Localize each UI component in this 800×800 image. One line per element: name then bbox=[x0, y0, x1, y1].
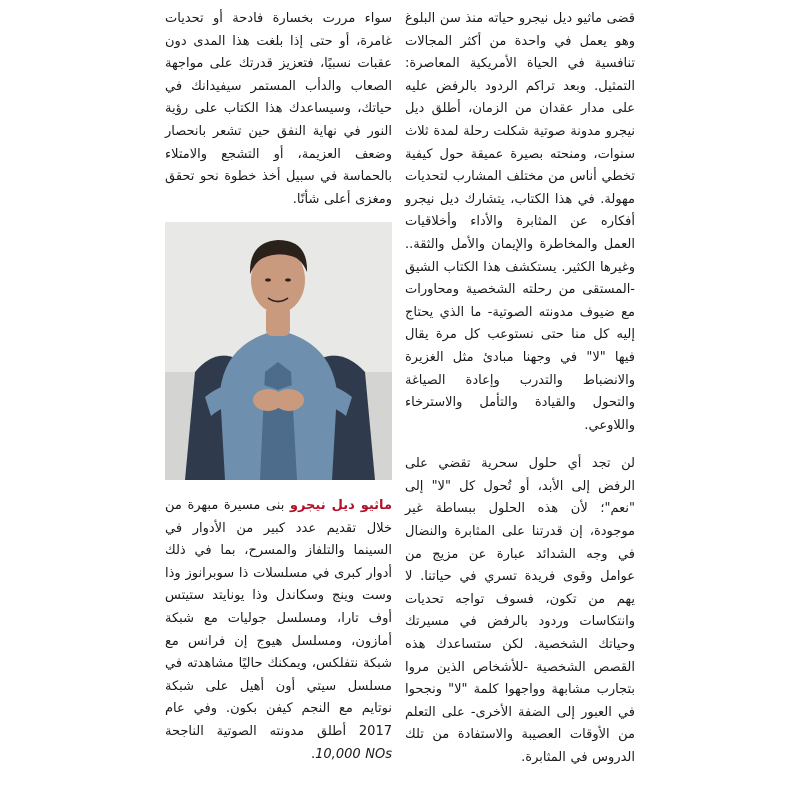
author-bio-ending: . bbox=[311, 746, 316, 762]
author-bio-paragraph bbox=[165, 495, 392, 766]
author-name: ماثيو ديل نيجرو bbox=[289, 498, 392, 513]
author-bio bbox=[165, 495, 392, 766]
article-column-right bbox=[405, 8, 635, 770]
author-photo-image bbox=[165, 222, 392, 480]
article-paragraph: لن تجد أي حلول سحرية تقضي على الرفض إلى الأبد، أو تُحول كل "لا" إلى "نعم"؛ لأن هذه الحلول ببساطة غير موجودة، إن قدرتنا على المثابرة والنضال في وجه الشدائد عبارة عن مزيج من عوامل وقوى فريدة تسري في حياتنا. لا يهم من تكون، فسوف تواجه تحديات وانتكاسات وردود بالرفض في مسيرتك وحياتك الشخصية. لكن ستساعدك هذه القصص الشخصية -للأشخاص الذين مروا بتجارب مشابهة وواجهوا كلمة "لا" ونجحوا في العبور إلى الضفة الأخرى- على التعلم من الأوقات العصيبة والاستفادة من تلك الدروس في المثابرة. bbox=[405, 456, 635, 765]
article-paragraph: قضى ماثيو ديل نيجرو حياته منذ سن البلوغ وهو يعمل في واحدة من أكثر المجالات تنافسية في الحياة الأمريكية المعاصرة: التمثيل. وبعد تراكم الردود بالرفض عليه على مدار عقدان من الزمان، أطلق ديل نيجرو مدونة صوتية شكلت رحلة لمدة ثلاث سنوات، ومنحته بصيرة عميقة حول كيفية تخطي أناس من مختلف المشارب لتحديات مهولة. في هذا الكتاب، يتشارك ديل نيجرو أفكاره عن المثابرة والأداء وأخلاقيات العمل والمخاطرة والإيمان والأمل والثقة.. وغيرها الكثير. يستكشف هذا الكتاب الشيق -المستقى من رحلته الشخصية ومحاورات مع ضيوف مدونته الصوتية- ما الذي يحتاج إليه كل منا حتى نستوعب كل مرة يقال فيها "لا" في وجهنا مبادئ مثل الغزيرة والانضباط والتدرب وإعادة الصياغة والتحول والقيادة والتأمل والاسترخاء واللاوعي. bbox=[405, 11, 635, 433]
podcast-title: 10,000 NOs bbox=[315, 746, 392, 762]
article-paragraph: سواء مررت بخسارة فادحة أو تحديات غامرة، أو حتى إذا بلغت هذا المدى دون عقبات نسبيًا، فتعزيز قدرتك على مواجهة الصعاب والدأب المستمر سيفيدانك في حياتك، وسيساعدك هذا الكتاب على رؤية النور في نهاية النفق حين تشعر بانحصار وضعف العزيمة، أو التشجع والامتلاء بالحماسة في سبيل أخذ خطوة نحو تحقق ومغزى أعلى شأنًا. bbox=[165, 11, 392, 207]
author-bio-text: بنى مسيرة مبهرة من خلال تقديم عدد كبير من الأدوار في السينما والتلفاز والمسرح، بما في ذلك أدوار كبرى في مسلسلات ذا سوبرانوز وذا وست وينج وسكاندل وذا يونايتد ستيتس أوف تارا، ومسلسل جوليات مع شبكة أمازون، ومسلسل هيوج إن فرانس مع شبكة نتفلكس، ويمكنك حاليًا مشاهدته في مسلسل سيتي أون أهيل على شبكة نوتايم مع النجم كيفن بكون. وفي عام 2017 أطلق مدونته الصوتية الناجحة bbox=[165, 498, 392, 739]
article-column-left-top bbox=[165, 8, 392, 211]
author-photo bbox=[165, 222, 392, 480]
